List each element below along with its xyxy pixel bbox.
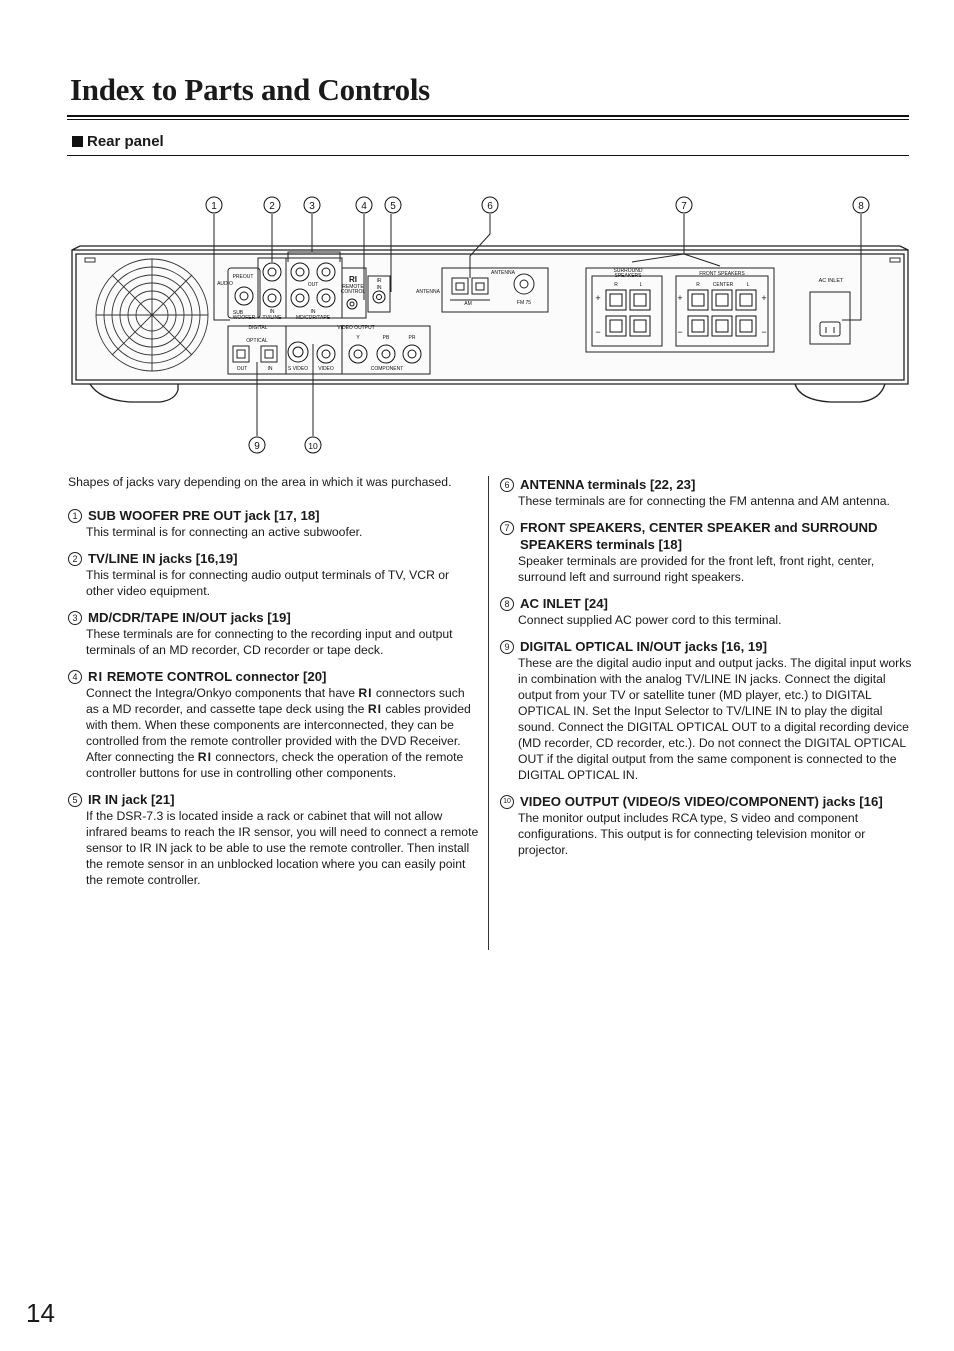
item-title: SUB WOOFER PRE OUT jack [17, 18] xyxy=(88,508,320,523)
svg-text:IN: IN xyxy=(376,285,382,291)
item-digital-optical xyxy=(500,638,912,783)
svg-text:WOOFER: WOOFER xyxy=(232,315,256,321)
item-title: MD/CDR/TAPE IN/OUT jacks [19] xyxy=(88,610,291,625)
svg-text:OUT: OUT xyxy=(236,366,248,372)
svg-text:REMOTE: REMOTE xyxy=(342,284,364,290)
svg-text:−: − xyxy=(761,327,767,337)
svg-text:PREOUT: PREOUT xyxy=(232,274,254,280)
svg-text:FRONT SPEAKERS: FRONT SPEAKERS xyxy=(699,271,745,277)
svg-text:PB: PB xyxy=(382,335,390,341)
item-title: VIDEO OUTPUT (VIDEO/S VIDEO/COMPONENT) jacks [16] xyxy=(520,794,883,809)
svg-text:OUT: OUT xyxy=(307,282,319,288)
svg-text:IN: IN xyxy=(267,366,273,372)
svg-text:CONTROL: CONTROL xyxy=(340,289,366,295)
item-text: Connect the Integra/Onkyo components that have RI connectors such as a MD recorder, and cassette tape deck using the RI cables provided with them. When these components are interconnected, they can be controlled from the remote controller provided with the DVD Receiver. After connecting the RI connectors, check the operation of the remote controller buttons for use in controlling other components. xyxy=(86,686,471,780)
svg-text:5: 5 xyxy=(390,201,396,212)
item-sub-woofer xyxy=(68,507,480,540)
svg-text:9: 9 xyxy=(254,441,260,452)
item-number: 10 xyxy=(500,795,514,809)
svg-text:TV/LINE: TV/LINE xyxy=(262,315,282,321)
svg-text:SURROUND: SURROUND xyxy=(613,268,643,274)
item-title: FRONT SPEAKERS, CENTER SPEAKER and SURROUND SPEAKERS terminals [18] xyxy=(520,520,878,552)
item-speakers xyxy=(500,519,912,585)
svg-text:R: R xyxy=(696,282,700,288)
svg-text:8: 8 xyxy=(858,201,864,212)
svg-text:L: L xyxy=(639,282,643,288)
item-text: If the DSR-7.3 is located inside a rack or cabinet that will not allow infrared beams to reach the IR sensor, you will need to connect a remote sensor to IR IN jack to be able to use the remote controller. Then install the remote sensor in an unblocked location where you can easily point the remote controller. xyxy=(86,809,479,887)
ri-symbol: RI xyxy=(197,750,212,764)
svg-text:IR: IR xyxy=(376,278,382,284)
svg-text:VIDEO: VIDEO xyxy=(318,366,334,372)
svg-text:6: 6 xyxy=(487,201,493,212)
svg-text:R: R xyxy=(614,282,618,288)
item-ac-inlet xyxy=(500,595,912,628)
item-md-cdr-tape xyxy=(68,609,480,658)
item-antenna xyxy=(500,476,912,509)
svg-text:+: + xyxy=(761,293,767,303)
item-text: This terminal is for connecting audio output terminals of TV, VCR or other video equipment. xyxy=(86,568,450,598)
svg-text:3: 3 xyxy=(309,201,315,212)
square-bullet-icon xyxy=(72,136,83,147)
item-number: 7 xyxy=(500,521,514,535)
svg-text:2: 2 xyxy=(269,201,275,212)
fm-antenna-jack xyxy=(514,274,534,294)
item-text: Connect supplied AC power cord to this terminal. xyxy=(518,613,782,627)
item-number: 5 xyxy=(68,793,82,807)
svg-text:DIGITAL: DIGITAL xyxy=(248,325,268,331)
svg-text:S VIDEO: S VIDEO xyxy=(287,366,309,372)
chassis xyxy=(72,246,908,402)
svg-text:OPTICAL: OPTICAL xyxy=(246,338,268,344)
item-number: 4 xyxy=(68,670,82,684)
right-column xyxy=(500,476,912,868)
svg-text:−: − xyxy=(677,327,683,337)
item-number: 8 xyxy=(500,597,514,611)
item-tv-line xyxy=(68,550,480,599)
svg-text:AUDIO: AUDIO xyxy=(217,281,233,287)
svg-text:+: + xyxy=(595,293,601,303)
item-title: AC INLET [24] xyxy=(520,596,608,611)
ac-inlet-label: AC INLET xyxy=(818,278,844,284)
item-title: IR IN jack [21] xyxy=(88,792,175,807)
svg-text:AM: AM xyxy=(464,301,472,307)
item-number: 3 xyxy=(68,611,82,625)
item-ir-in xyxy=(68,791,480,888)
page-number: 14 xyxy=(26,1298,55,1328)
svg-text:SPEAKERS: SPEAKERS xyxy=(614,273,642,279)
item-video-output xyxy=(500,793,912,858)
section-title: Rear panel xyxy=(87,133,164,150)
item-text: The monitor output includes RCA type, S video and component configurations. This output is for connecting television monitor or projector. xyxy=(518,811,866,857)
svg-text:−: − xyxy=(595,327,601,337)
svg-text:MD/CDR/TAPE: MD/CDR/TAPE xyxy=(295,315,331,321)
item-text: These terminals are for connecting to the recording input and output terminals of an MD recorder, CD recorder or tape deck. xyxy=(86,627,453,657)
page-title: Index to Parts and Controls xyxy=(70,72,430,107)
item-number: 2 xyxy=(68,552,82,566)
svg-text:L: L xyxy=(746,282,750,288)
title-rule xyxy=(67,115,909,117)
svg-text:IN: IN xyxy=(310,309,316,315)
svg-text:7: 7 xyxy=(681,201,687,212)
svg-text:CENTER: CENTER xyxy=(712,282,734,288)
svg-text:FM 75: FM 75 xyxy=(516,300,532,306)
ri-symbol: RI xyxy=(88,669,104,684)
rear-panel-diagram xyxy=(0,180,954,470)
svg-text:COMPONENT: COMPONENT xyxy=(370,366,404,372)
item-remote-control xyxy=(68,668,480,781)
svg-text:SUB: SUB xyxy=(232,310,244,316)
column-divider xyxy=(488,476,489,950)
item-title: REMOTE CONTROL connector [20] xyxy=(103,669,327,684)
item-title: ANTENNA terminals [22, 23] xyxy=(520,477,696,492)
svg-text:ANTENNA: ANTENNA xyxy=(491,270,515,276)
svg-text:VIDEO OUTPUT: VIDEO OUTPUT xyxy=(337,325,375,331)
svg-text:10: 10 xyxy=(308,441,318,451)
title-rule-thin xyxy=(67,119,909,120)
svg-text:RI: RI xyxy=(349,275,357,284)
svg-text:Y: Y xyxy=(356,335,360,341)
svg-text:IN: IN xyxy=(269,309,275,315)
left-column xyxy=(68,474,480,898)
intro-text: Shapes of jacks vary depending on the area in which it was purchased. xyxy=(68,475,452,489)
item-text: This terminal is for connecting an active subwoofer. xyxy=(86,525,363,539)
svg-text:PR: PR xyxy=(408,335,416,341)
ri-symbol: RI xyxy=(358,686,373,700)
svg-text:+: + xyxy=(677,293,683,303)
svg-text:4: 4 xyxy=(361,201,367,212)
fan-grill xyxy=(96,259,208,371)
item-number: 6 xyxy=(500,478,514,492)
item-number: 1 xyxy=(68,509,82,523)
item-text: These are the digital audio input and output jacks. The digital input works in combination with the analog TV/LINE IN jacks. Connect the digital output from your TV or satellite tuner (MD player, etc.) to DIGITAL OPTICAL IN. Set the Input Selector to TV/LINE IN to play the digital sound. Connect the DIGITAL OPTICAL OUT to a digital recording device (MD recorder, CD recorder, etc.). Do not connect the DIGITAL OPTICAL OUT if the digital output from the same component is connected to the DIGITAL OPTICAL IN. xyxy=(518,656,912,782)
svg-text:1: 1 xyxy=(211,201,217,212)
section-heading xyxy=(72,133,164,150)
item-title: TV/LINE IN jacks [16,19] xyxy=(88,551,238,566)
item-number: 9 xyxy=(500,640,514,654)
ri-symbol: RI xyxy=(367,702,383,716)
section-rule xyxy=(67,155,909,156)
svg-text:ANTENNA: ANTENNA xyxy=(416,289,440,295)
item-text: Speaker terminals are provided for the front left, front right, center, surround left and surround right speakers. xyxy=(518,554,875,584)
item-text: These terminals are for connecting the FM antenna and AM antenna. xyxy=(518,494,890,508)
item-title: DIGITAL OPTICAL IN/OUT jacks [16, 19] xyxy=(520,639,767,654)
